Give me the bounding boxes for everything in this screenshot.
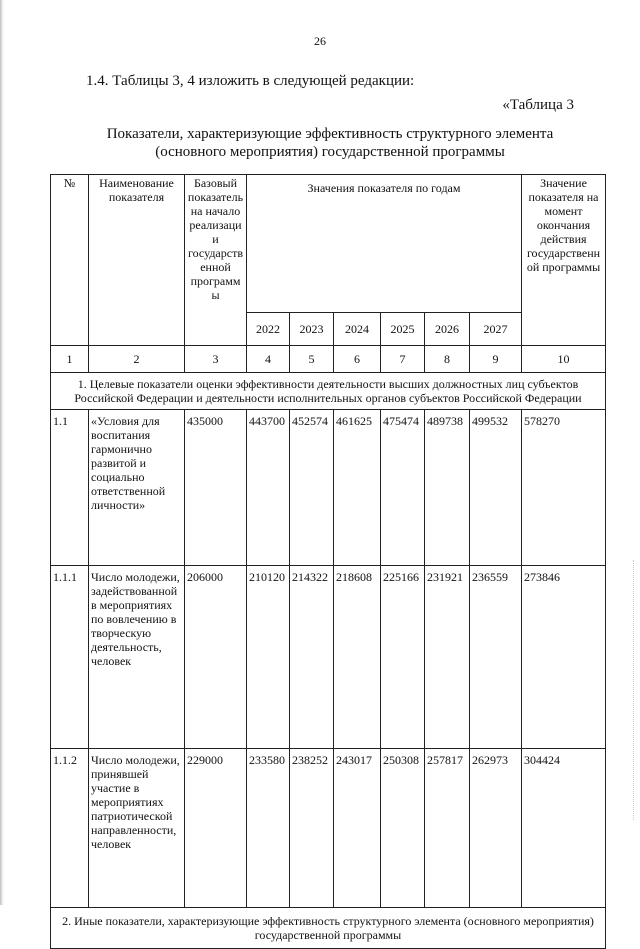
header-row [51,175,606,313]
column-index: 3 [185,346,247,373]
base-value: 229000 [185,749,247,908]
year-value: 210120 [247,566,290,749]
year-value: 231921 [425,566,470,749]
column-index: 1 [51,346,89,373]
row-number: 1.1 [51,410,89,566]
column-index: 10 [522,346,606,373]
section-heading-2: 2. Иные показатели, характеризующие эффективность структурного элемента (основного мероприятия) государственной программы [51,908,606,949]
indicator-name: «Условия для воспитания гармонично развитой и социально ответственной личности» [89,410,185,566]
year-value: 233580 [247,749,290,908]
instruction-text: 1.4. Таблицы 3, 4 изложить в следующей редакции: [86,73,415,89]
year-value: 475474 [381,410,425,566]
page-number: 26 [314,34,326,48]
header-year: 2025 [381,313,425,346]
column-index: 6 [334,346,381,373]
column-index: 2 [89,346,185,373]
column-index: 7 [381,346,425,373]
header-base: Базовый показатель на начало реализации государственной программы [185,175,247,346]
base-value: 206000 [185,566,247,749]
column-index: 5 [290,346,334,373]
header-values-by-year: Значения показателя по годам [247,175,522,313]
header-year: 2026 [425,313,470,346]
year-value: 238252 [290,749,334,908]
section-row [51,908,606,949]
year-value: 489738 [425,410,470,566]
year-value: 452574 [290,410,334,566]
header-year: 2022 [247,313,290,346]
year-value: 243017 [334,749,381,908]
final-value: 578270 [522,410,606,566]
table-title: Показатели, характеризующие эффективность структурного элемента (основного мероприятия) государственной программы [106,126,554,160]
column-index-row [51,346,606,373]
column-index: 8 [425,346,470,373]
base-value: 435000 [185,410,247,566]
row-number: 1.1.2 [51,749,89,908]
column-index: 4 [247,346,290,373]
year-value: 257817 [425,749,470,908]
year-value: 262973 [470,749,522,908]
year-value: 218608 [334,566,381,749]
indicators-table [50,174,606,949]
table-caption: «Таблица 3 [502,97,574,113]
final-value: 273846 [522,566,606,749]
scan-left-edge [0,0,4,905]
year-value: 443700 [247,410,290,566]
section-heading-1: 1. Целевые показатели оценки эффективности деятельности высших должностных лиц субъектов Российской Федерации и деятельности исполнительных органов субъектов Российской Федерации [51,373,606,410]
final-value: 304424 [522,749,606,908]
header-year: 2024 [334,313,381,346]
header-final: Значение показателя на момент окончания действия государственной программы [522,175,606,346]
header-num: № [51,175,89,346]
table-row [51,749,606,908]
year-value: 250308 [381,749,425,908]
table-row [51,566,606,749]
year-value: 461625 [334,410,381,566]
year-value: 236559 [470,566,522,749]
header-year: 2023 [290,313,334,346]
year-value: 225166 [381,566,425,749]
section-row [51,373,606,410]
indicator-name: Число молодежи, задействованной в мероприятиях по вовлечению в творческую деятельность, человек [89,566,185,749]
year-value: 214322 [290,566,334,749]
header-year: 2027 [470,313,522,346]
row-number: 1.1.1 [51,566,89,749]
year-value: 499532 [470,410,522,566]
table-row [51,410,606,566]
header-name: Наименование показателя [89,175,185,346]
indicator-name: Число молодежи, принявшей участие в мероприятиях патриотической направленности, человек [89,749,185,908]
column-index: 9 [470,346,522,373]
scan-right-edge [631,560,634,820]
